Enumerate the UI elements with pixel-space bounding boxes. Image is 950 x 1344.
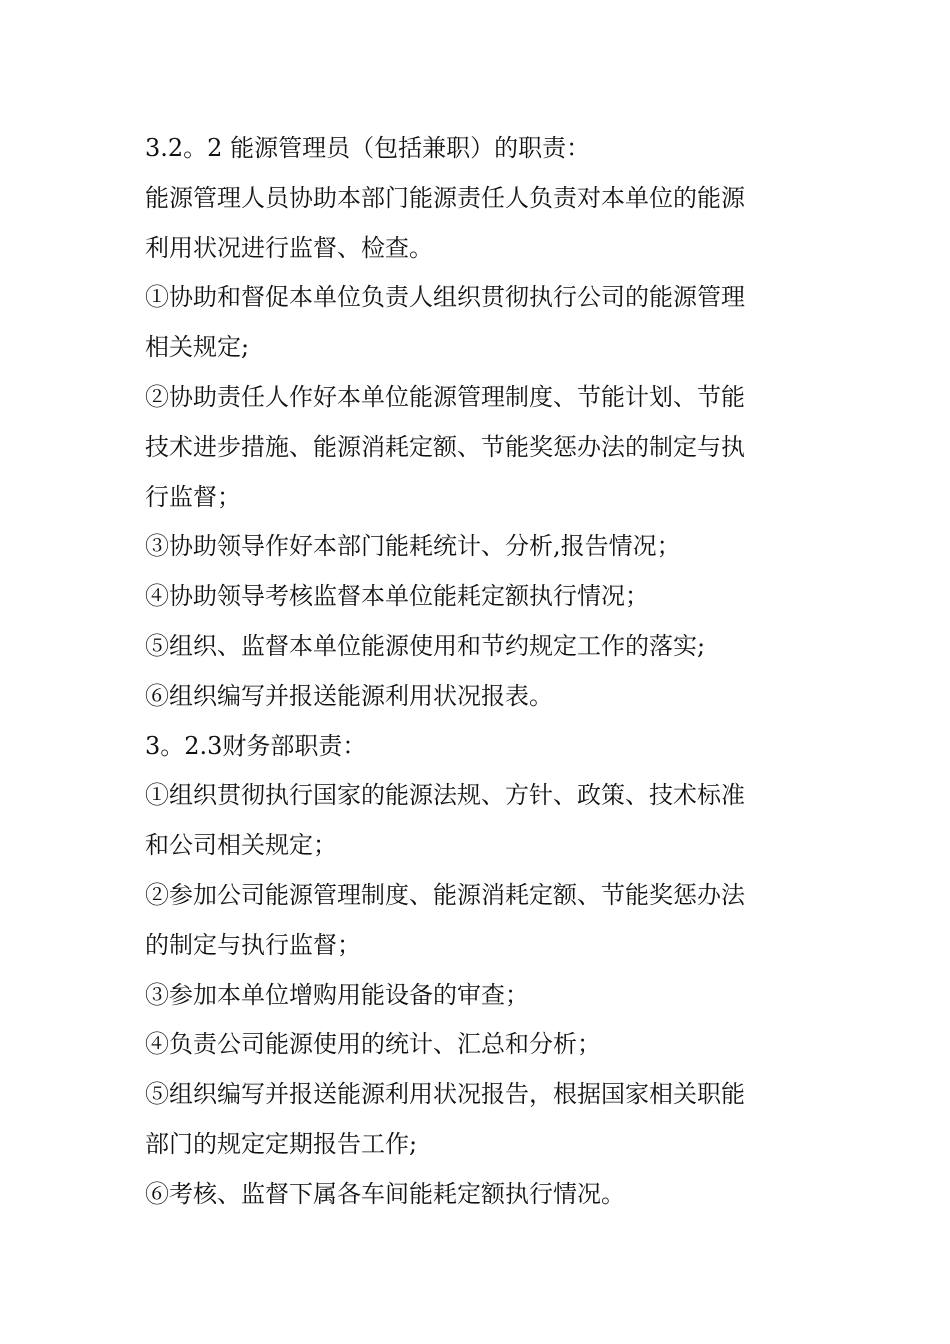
list-item-line: ⑥组织编写并报送能源利用状况报表。 — [145, 681, 553, 710]
document-body — [145, 124, 795, 1220]
section-heading-3-2-2: 3.2。2 能源管理员（包括兼职）的职责： — [145, 134, 591, 162]
list-item-line: 相关规定; — [145, 333, 250, 362]
list-item-line: 技术进步措施、能源消耗定额、节能奖惩办法的制定与执 — [145, 432, 745, 461]
list-item-line: ①协助和督促本单位负责人组织贯彻执行公司的能源管理 — [145, 283, 745, 312]
list-item-line: ②参加公司能源管理制度、能源消耗定额、节能奖惩办法 — [145, 880, 745, 909]
list-item-line: 部门的规定定期报告工作; — [145, 1129, 418, 1158]
list-item-line: ③协助领导作好本部门能耗统计、分析,报告情况； — [145, 532, 681, 561]
list-item-line: 和公司相关规定； — [145, 831, 337, 860]
list-item-line: ①组织贯彻执行国家的能源法规、方针、政策、技术标准 — [145, 781, 745, 810]
paragraph-line: 利用状况进行监督、检查。 — [145, 233, 433, 262]
section-heading-3-2-3: 3。2.3财务部职责： — [145, 731, 367, 760]
list-item-line: ④负责公司能源使用的统计、汇总和分析； — [145, 1030, 601, 1059]
list-item-line: 行监督； — [145, 482, 241, 511]
list-item-line: ⑥考核、监督下属各车间能耗定额执行情况。 — [145, 1179, 625, 1208]
list-item-line: 的制定与执行监督； — [145, 930, 361, 959]
list-item-line: ④协助领导考核监督本单位能耗定额执行情况； — [145, 582, 649, 611]
list-item-line: ②协助责任人作好本单位能源管理制度、节能计划、节能 — [145, 382, 745, 411]
list-item-line: ⑤组织编写并报送能源利用状况报告，根据国家相关职能 — [145, 1080, 745, 1109]
paragraph-line: 能源管理人员协助本部门能源责任人负责对本单位的能源 — [145, 183, 745, 212]
list-item-line: ③参加本单位增购用能设备的审查； — [145, 980, 529, 1009]
list-item-line: ⑤组织、监督本单位能源使用和节约规定工作的落实; — [145, 631, 706, 660]
